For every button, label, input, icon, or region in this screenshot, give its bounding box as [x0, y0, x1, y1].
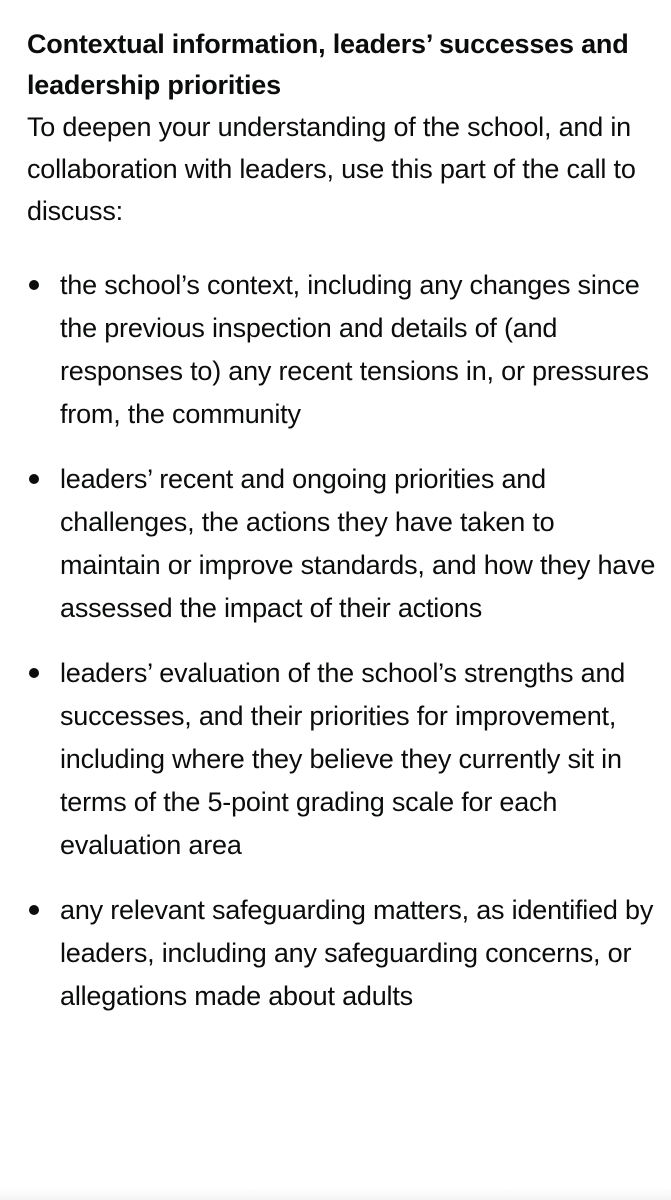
bullet-icon — [29, 280, 39, 290]
list-item-text: any relevant safeguarding matters, as identified by leaders, including any safeguarding concerns, or allegations made about adults — [60, 895, 654, 1011]
list-item — [27, 889, 657, 1018]
list-item — [27, 652, 657, 867]
section-heading: Contextual information, leaders’ successes and leadership priorities — [27, 29, 629, 100]
list-item-text: leaders’ recent and ongoing priorities and challenges, the actions they have taken to maintain or improve standards, and how they have assessed the impact of their actions — [60, 464, 656, 623]
page-bottom-edge — [0, 1188, 671, 1200]
list-item — [27, 264, 657, 436]
discussion-list — [27, 264, 657, 1018]
list-item-text: the school’s context, including any changes since the previous inspection and details of (and responses to) any recent tensions in, or pressures from, the community — [60, 270, 649, 429]
bullet-icon — [29, 905, 39, 915]
bullet-icon — [29, 474, 39, 484]
list-item-text: leaders’ evaluation of the school’s strengths and successes, and their priorities for improvement, including where they believe they currently sit in terms of the 5-point grading scale for each evaluation area — [60, 658, 626, 860]
bullet-icon — [29, 668, 39, 678]
document-section — [27, 24, 657, 1040]
list-item — [27, 458, 657, 630]
intro-paragraph: To deepen your understanding of the school, and in collaboration with leaders, use this part of the call to discuss: — [27, 112, 636, 226]
